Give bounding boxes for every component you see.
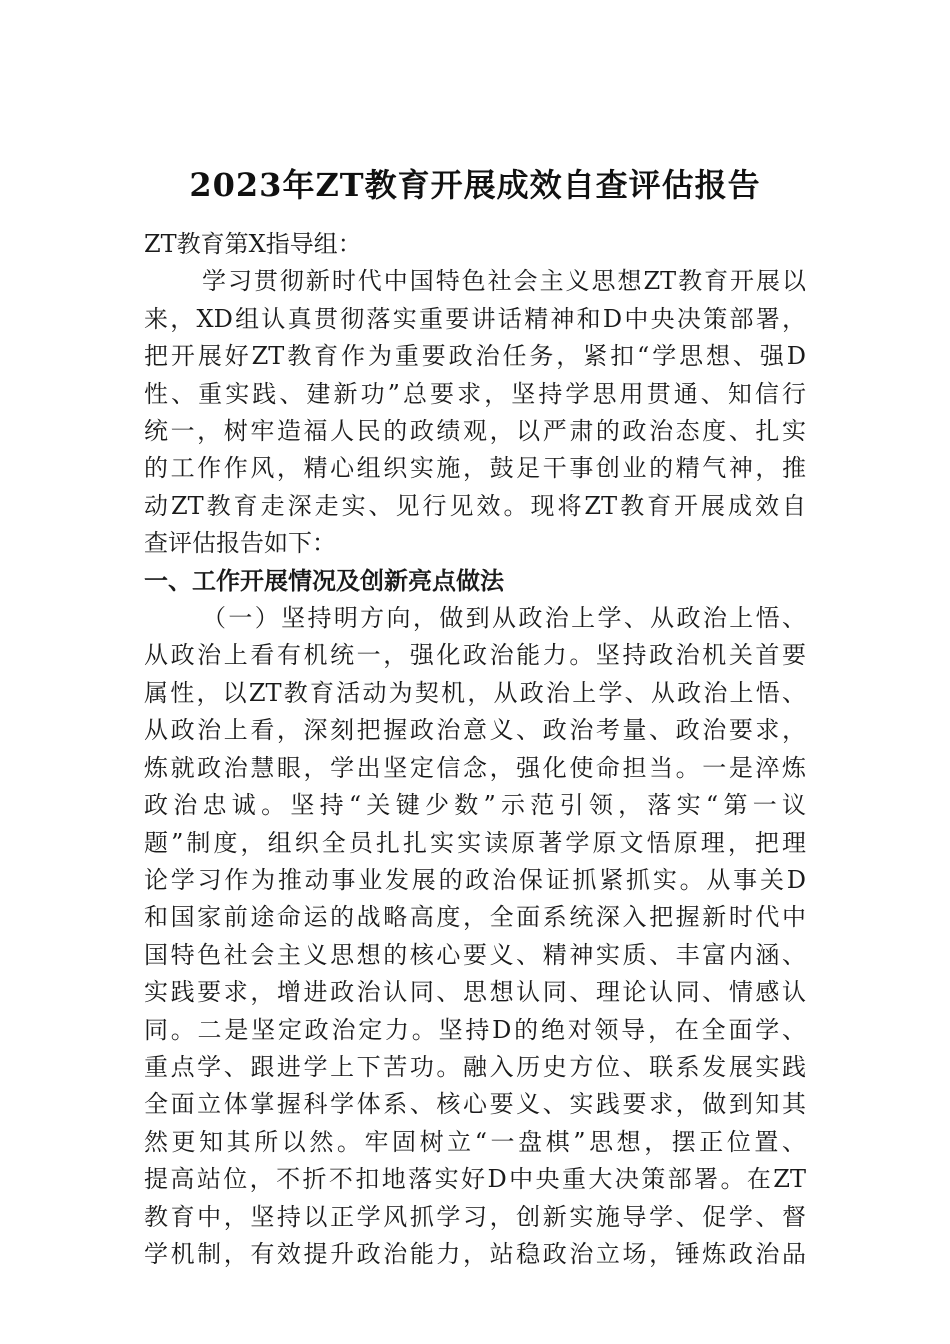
intro-line: 把开展好ZT教育作为重要政治任务，紧扣“学思想、强D: [144, 342, 806, 371]
paragraph-line: 论学习作为推动事业发展的政治保证抓紧抓实。从事关D: [144, 865, 806, 894]
paragraph-line: 然更知其所以然。牢固树立“一盘棋”思想，摆正位置、: [144, 1127, 806, 1156]
paragraph-line: 题”制度，组织全员扎扎实实读原著学原文悟原理，把理: [144, 828, 806, 857]
document-title: 2023年ZT教育开展成效自查评估报告: [189, 166, 761, 204]
intro-line: 动ZT教育走深走实、见行见效。现将ZT教育开展成效自: [144, 491, 806, 520]
intro-line: 性、重实践、建新功”总要求，坚持学思用贯通、知信行: [144, 379, 806, 408]
paragraph-line: 全面立体掌握科学体系、核心要义、实践要求，做到知其: [144, 1090, 806, 1119]
intro-line: 的工作作风，精心组织实施，鼓足干事创业的精气神，推: [144, 454, 806, 483]
paragraph-line: 政治忠诚。坚持“关键少数”示范引领，落实“第一议: [144, 791, 806, 820]
section-heading: 一、工作开展情况及创新亮点做法: [144, 566, 504, 595]
paragraph-line: 从政治上看有机统一，强化政治能力。坚持政治机关首要: [144, 641, 806, 670]
subsection-paragraph: [144, 600, 806, 1273]
paragraph-line: 实践要求，增进政治认同、思想认同、理论认同、情感认: [144, 978, 806, 1007]
salutation: ZT教育第X指导组：: [144, 230, 362, 258]
intro-line: 来，XD组认真贯彻落实重要讲话精神和D中央决策部署，: [144, 304, 806, 333]
paragraph-line: 炼就政治慧眼，学出坚定信念，强化使命担当。一是淬炼: [144, 753, 806, 782]
paragraph-line: 国特色社会主义思想的核心要义、精神实质、丰富内涵、: [144, 940, 806, 969]
intro-paragraph: [144, 263, 806, 562]
document-body: [144, 226, 806, 1273]
paragraph-line: 从政治上看，深刻把握政治意义、政治考量、政治要求，: [144, 716, 806, 745]
intro-line: 统一，树牢造福人民的政绩观，以严肃的政治态度、扎实: [144, 417, 806, 446]
paragraph-line: 教育中，坚持以正学风抓学习，创新实施导学、促学、督: [144, 1202, 806, 1231]
paragraph-line: 重点学、跟进学上下苦功。融入历史方位、联系发展实践: [144, 1052, 806, 1081]
intro-line: 学习贯彻新时代中国特色社会主义思想ZT教育开展以: [202, 267, 806, 296]
paragraph-line: 和国家前途命运的战略高度，全面系统深入把握新时代中: [144, 903, 806, 932]
paragraph-line: 提高站位，不折不扣地落实好D中央重大决策部署。在ZT: [144, 1165, 806, 1194]
paragraph-line: 学机制，有效提升政治能力，站稳政治立场，锤炼政治品: [144, 1239, 806, 1268]
paragraph-line: 同。二是坚定政治定力。坚持D的绝对领导，在全面学、: [144, 1015, 806, 1044]
paragraph-line: 属性，以ZT教育活动为契机，从政治上学、从政治上悟、: [144, 678, 806, 707]
paragraph-line: （一）坚持明方向，做到从政治上学、从政治上悟、: [202, 604, 806, 633]
intro-line: 查评估报告如下：: [144, 529, 336, 558]
